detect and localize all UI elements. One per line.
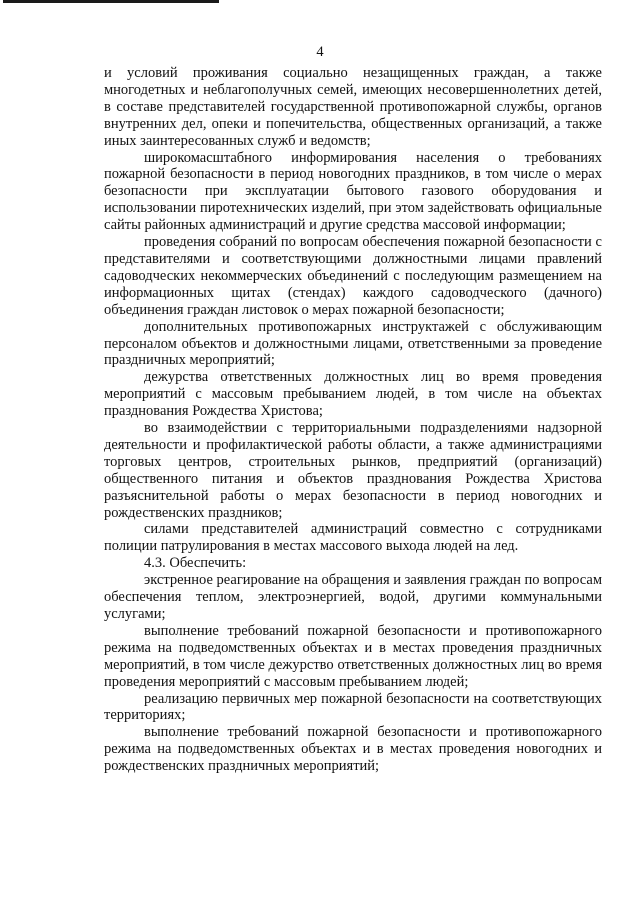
document-body xyxy=(104,65,602,775)
page-number: 4 xyxy=(316,44,324,60)
paragraph-fire-safety-events: выполнение требований пожарной безопасности и противопожарного режима на подведомственных объектах и в местах проведения праздничных мероприятий, в том числе дежурство ответственных должностных лиц во время проведения мероприятий с массовым пребыванием людей; xyxy=(104,622,602,690)
paragraph-informing: широкомасштабного информирования населения о требованиях пожарной безопасности в период новогодних праздников, в том числе о мерах безопасности при эксплуатации бытового газового оборудования и использовании пиротехнических изделий, при этом задействовать официальные сайты районных администраций и другие средства массовой информации; xyxy=(104,149,602,234)
paragraph-briefings: дополнительных противопожарных инструктажей с обслуживающим персоналом объектов и должностными лицами, ответственными за проведение праздничных мероприятий; xyxy=(104,318,602,369)
paragraph-fire-safety-holidays: выполнение требований пожарной безопасности и противопожарного режима на подведомственных объектах и в местах проведения новогодних и рождественских праздничных мероприятий; xyxy=(104,724,602,775)
section-heading-4-3: 4.3. Обеспечить: xyxy=(144,555,247,572)
paragraph-meetings: проведения собраний по вопросам обеспечения пожарной безопасности с представителями и соответствующими должностными лицами правлений садоводческих некоммерческих объединений с последующим размещением на информационных щитах (стендах) каждого садоводческого (дачного) объединения граждан листовок о мерах пожарной безопасности; xyxy=(104,234,602,318)
paragraph-primary-measures: реализацию первичных мер пожарной безопасности на соответствующих территориях; xyxy=(104,690,602,724)
paragraph-patrols: силами представителей администраций совместно с сотрудниками полиции патрулирования в местах массового выхода людей на лед. xyxy=(104,521,602,555)
paragraph-continuation: и условий проживания социально незащищенных граждан, а также многодетных и неблагополучных семей, имеющих несовершеннолетних детей, в составе представителей государственной противопожарной службы, органов внутренних дел, опеки и попечительства, общественных организаций, а также иных заинтересованных служб и ведомств; xyxy=(104,65,602,149)
top-rule xyxy=(3,0,219,3)
paragraph-duty: дежурства ответственных должностных лиц во время проведения мероприятий с массовым пребыванием людей, в том числе на объектах празднования Рождества Христова; xyxy=(104,369,602,420)
paragraph-cooperation: во взаимодействии с территориальными подразделениями надзорной деятельности и профилактической работы области, а также администрациями торговых центров, строительных рынков, предприятий (организаций) общественного питания и объектов празднования Рождества Христова разъяснительной работы о мерах безопасности в период новогодних и рождественских праздников; xyxy=(104,420,602,521)
paragraph-emergency-response: экстренное реагирование на обращения и заявления граждан по вопросам обеспечения теплом, электроэнергией, водой, другими коммунальными услугами; xyxy=(104,572,602,622)
